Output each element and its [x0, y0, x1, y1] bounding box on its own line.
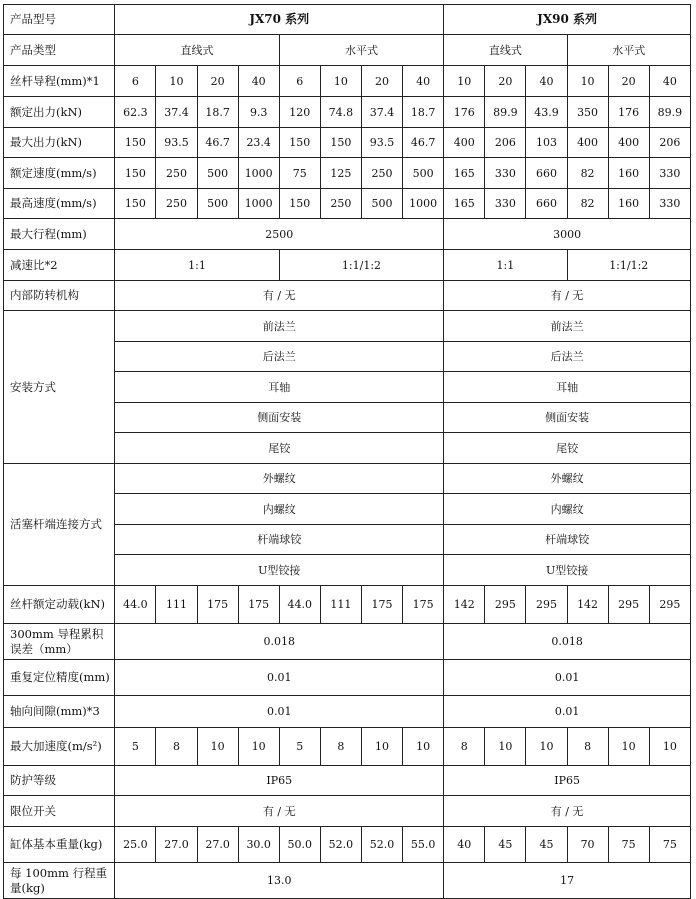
max-speed-cell: 150: [115, 189, 156, 219]
lead-cell: 20: [608, 66, 649, 97]
max-speed-cell: 250: [156, 189, 197, 219]
max-accel-cell: 10: [238, 728, 279, 766]
row-max-stroke: [4, 219, 691, 250]
max-speed-cell: 165: [444, 189, 485, 219]
row-dynamic-load: [4, 586, 691, 624]
label-repeatability: 重复定位精度(mm): [4, 660, 115, 696]
rated-force-cell: 9.3: [238, 97, 279, 128]
label-max-stroke: 最大行程(mm): [4, 219, 115, 250]
dynamic-load-cell: 111: [320, 586, 361, 624]
lead-error-jx70: 0.018: [115, 624, 444, 660]
base-weight-cell: 52.0: [361, 827, 402, 863]
rated-speed-cell: 660: [526, 158, 567, 189]
repeatability-jx90: 0.01: [444, 660, 691, 696]
weight-per-100-jx70: 13.0: [115, 863, 444, 899]
mounting-jx70: 尾铰: [115, 433, 444, 464]
max-speed-cell: 1000: [403, 189, 444, 219]
dynamic-load-cell: 142: [444, 586, 485, 624]
rated-force-cell: 18.7: [403, 97, 444, 128]
rated-force-cell: 89.9: [485, 97, 526, 128]
mounting-jx90: 耳轴: [444, 372, 691, 403]
mounting-jx70: 后法兰: [115, 342, 444, 372]
label-max-speed: 最高速度(mm/s): [4, 189, 115, 219]
series-jx90: JX90 系列: [444, 5, 691, 35]
label-rated-force: 额定出力(kN): [4, 97, 115, 128]
max-speed-cell: 660: [526, 189, 567, 219]
mounting-jx90: 后法兰: [444, 342, 691, 372]
rated-speed-cell: 250: [361, 158, 402, 189]
max-speed-cell: 160: [608, 189, 649, 219]
row-base-weight: [4, 827, 691, 863]
series-jx70: JX70 系列: [115, 5, 444, 35]
lead-cell: 10: [156, 66, 197, 97]
lead-cell: 20: [361, 66, 402, 97]
label-max-force: 最大出力(kN): [4, 128, 115, 158]
row-anti-rotation: [4, 281, 691, 311]
max-accel-cell: 5: [279, 728, 320, 766]
mounting-jx90: 尾铰: [444, 433, 691, 464]
max-accel-cell: 10: [649, 728, 690, 766]
mounting-jx70: 前法兰: [115, 311, 444, 342]
rated-speed-cell: 75: [279, 158, 320, 189]
max-accel-cell: 10: [608, 728, 649, 766]
rated-force-cell: 74.8: [320, 97, 361, 128]
rated-force-cell: 120: [279, 97, 320, 128]
max-speed-cell: 330: [485, 189, 526, 219]
limit-switch-jx70: 有 / 无: [115, 796, 444, 827]
row-mounting: [4, 311, 691, 342]
max-accel-cell: 5: [115, 728, 156, 766]
mounting-jx70: 侧面安装: [115, 403, 444, 433]
mounting-jx90: 侧面安装: [444, 403, 691, 433]
ratio-cell: 1:1: [444, 250, 567, 281]
mounting-jx90: 前法兰: [444, 311, 691, 342]
ratio-cell: 1:1/1:2: [567, 250, 690, 281]
lead-cell: 6: [115, 66, 156, 97]
row-limit-switch: [4, 796, 691, 827]
anti-rotation-jx70: 有 / 无: [115, 281, 444, 311]
row-lead-error: [4, 624, 691, 660]
lead-cell: 10: [444, 66, 485, 97]
protection-jx90: IP65: [444, 766, 691, 796]
max-accel-cell: 10: [485, 728, 526, 766]
rated-speed-cell: 165: [444, 158, 485, 189]
row-model: [4, 5, 691, 35]
base-weight-cell: 45: [526, 827, 567, 863]
type-cell: 直线式: [115, 35, 279, 66]
label-ratio: 减速比*2: [4, 250, 115, 281]
max-speed-cell: 250: [320, 189, 361, 219]
lead-error-jx90: 0.018: [444, 624, 691, 660]
rod-end-jx90: U型铰接: [444, 555, 691, 586]
dynamic-load-cell: 111: [156, 586, 197, 624]
base-weight-cell: 52.0: [320, 827, 361, 863]
label-protection: 防护等级: [4, 766, 115, 796]
base-weight-cell: 50.0: [279, 827, 320, 863]
rated-speed-cell: 160: [608, 158, 649, 189]
label-lead: 丝杆导程(mm)*1: [4, 66, 115, 97]
max-speed-cell: 500: [197, 189, 238, 219]
ratio-cell: 1:1/1:2: [279, 250, 443, 281]
row-protection: [4, 766, 691, 796]
max-force-cell: 150: [320, 128, 361, 158]
max-force-cell: 93.5: [361, 128, 402, 158]
row-max-speed: [4, 189, 691, 219]
row-type: [4, 35, 691, 66]
label-limit-switch: 限位开关: [4, 796, 115, 827]
max-force-cell: 400: [444, 128, 485, 158]
type-cell: 水平式: [567, 35, 690, 66]
dynamic-load-cell: 175: [403, 586, 444, 624]
row-max-accel: [4, 728, 691, 766]
base-weight-cell: 75: [649, 827, 690, 863]
rated-force-cell: 350: [567, 97, 608, 128]
base-weight-cell: 40: [444, 827, 485, 863]
dynamic-load-cell: 142: [567, 586, 608, 624]
row-backlash: [4, 696, 691, 728]
max-force-cell: 400: [567, 128, 608, 158]
base-weight-cell: 75: [608, 827, 649, 863]
lead-cell: 40: [649, 66, 690, 97]
lead-cell: 20: [485, 66, 526, 97]
max-speed-cell: 330: [649, 189, 690, 219]
row-rated-speed: [4, 158, 691, 189]
label-weight-per-100: 每 100mm 行程重量(kg): [4, 863, 115, 899]
rated-force-cell: 37.4: [361, 97, 402, 128]
row-rod-end: [4, 464, 691, 494]
rated-speed-cell: 250: [156, 158, 197, 189]
weight-per-100-jx90: 17: [444, 863, 691, 899]
max-accel-cell: 8: [444, 728, 485, 766]
rated-speed-cell: 150: [115, 158, 156, 189]
max-force-cell: 103: [526, 128, 567, 158]
lead-cell: 6: [279, 66, 320, 97]
max-force-cell: 46.7: [403, 128, 444, 158]
max-force-cell: 206: [649, 128, 690, 158]
base-weight-cell: 55.0: [403, 827, 444, 863]
rated-force-cell: 18.7: [197, 97, 238, 128]
max-accel-cell: 8: [320, 728, 361, 766]
rod-end-jx90: 内螺纹: [444, 494, 691, 525]
rated-speed-cell: 82: [567, 158, 608, 189]
lead-cell: 40: [403, 66, 444, 97]
label-model: 产品型号: [4, 5, 115, 35]
max-accel-cell: 10: [197, 728, 238, 766]
max-stroke-jx90: 3000: [444, 219, 691, 250]
label-lead-error: 300mm 导程累积误差（mm）: [4, 624, 115, 660]
rated-speed-cell: 500: [403, 158, 444, 189]
max-force-cell: 93.5: [156, 128, 197, 158]
rated-force-cell: 89.9: [649, 97, 690, 128]
rod-end-jx70: 外螺纹: [115, 464, 444, 494]
lead-cell: 10: [567, 66, 608, 97]
max-accel-cell: 10: [361, 728, 402, 766]
dynamic-load-cell: 175: [197, 586, 238, 624]
label-anti-rotation: 内部防转机构: [4, 281, 115, 311]
max-accel-cell: 8: [156, 728, 197, 766]
row-lead: [4, 66, 691, 97]
max-stroke-jx70: 2500: [115, 219, 444, 250]
max-accel-cell: 10: [403, 728, 444, 766]
max-accel-cell: 10: [526, 728, 567, 766]
dynamic-load-cell: 175: [238, 586, 279, 624]
dynamic-load-cell: 295: [649, 586, 690, 624]
rated-force-cell: 176: [608, 97, 649, 128]
label-mounting: 安装方式: [4, 311, 115, 464]
dynamic-load-cell: 175: [361, 586, 402, 624]
dynamic-load-cell: 295: [608, 586, 649, 624]
repeatability-jx70: 0.01: [115, 660, 444, 696]
row-ratio: [4, 250, 691, 281]
max-speed-cell: 150: [279, 189, 320, 219]
max-speed-cell: 82: [567, 189, 608, 219]
limit-switch-jx90: 有 / 无: [444, 796, 691, 827]
row-rated-force: [4, 97, 691, 128]
max-force-cell: 150: [115, 128, 156, 158]
label-backlash: 轴向间隙(mm)*3: [4, 696, 115, 728]
rod-end-jx70: 杆端球铰: [115, 525, 444, 555]
label-base-weight: 缸体基本重量(kg): [4, 827, 115, 863]
backlash-jx70: 0.01: [115, 696, 444, 728]
row-weight-per-100: [4, 863, 691, 899]
type-cell: 直线式: [444, 35, 567, 66]
dynamic-load-cell: 295: [526, 586, 567, 624]
row-max-force: [4, 128, 691, 158]
max-speed-cell: 1000: [238, 189, 279, 219]
base-weight-cell: 45: [485, 827, 526, 863]
lead-cell: 20: [197, 66, 238, 97]
protection-jx70: IP65: [115, 766, 444, 796]
label-max-accel: 最大加速度(m/s²): [4, 728, 115, 766]
lead-cell: 40: [238, 66, 279, 97]
row-repeatability: [4, 660, 691, 696]
label-type: 产品类型: [4, 35, 115, 66]
backlash-jx90: 0.01: [444, 696, 691, 728]
max-accel-cell: 8: [567, 728, 608, 766]
max-force-cell: 400: [608, 128, 649, 158]
max-force-cell: 46.7: [197, 128, 238, 158]
max-force-cell: 23.4: [238, 128, 279, 158]
dynamic-load-cell: 44.0: [279, 586, 320, 624]
max-speed-cell: 500: [361, 189, 402, 219]
rod-end-jx70: U型铰接: [115, 555, 444, 586]
dynamic-load-cell: 44.0: [115, 586, 156, 624]
rated-speed-cell: 125: [320, 158, 361, 189]
base-weight-cell: 27.0: [197, 827, 238, 863]
max-force-cell: 206: [485, 128, 526, 158]
rated-force-cell: 62.3: [115, 97, 156, 128]
anti-rotation-jx90: 有 / 无: [444, 281, 691, 311]
rated-force-cell: 37.4: [156, 97, 197, 128]
base-weight-cell: 25.0: [115, 827, 156, 863]
lead-cell: 10: [320, 66, 361, 97]
rated-speed-cell: 1000: [238, 158, 279, 189]
rod-end-jx70: 内螺纹: [115, 494, 444, 525]
rated-speed-cell: 330: [485, 158, 526, 189]
rated-speed-cell: 330: [649, 158, 690, 189]
type-cell: 水平式: [279, 35, 443, 66]
rod-end-jx90: 杆端球铰: [444, 525, 691, 555]
mounting-jx70: 耳轴: [115, 372, 444, 403]
rod-end-jx90: 外螺纹: [444, 464, 691, 494]
spec-table: [3, 4, 691, 899]
base-weight-cell: 70: [567, 827, 608, 863]
label-rated-speed: 额定速度(mm/s): [4, 158, 115, 189]
label-rod-end: 活塞杆端连接方式: [4, 464, 115, 586]
base-weight-cell: 30.0: [238, 827, 279, 863]
rated-force-cell: 176: [444, 97, 485, 128]
ratio-cell: 1:1: [115, 250, 279, 281]
dynamic-load-cell: 295: [485, 586, 526, 624]
max-force-cell: 150: [279, 128, 320, 158]
rated-speed-cell: 500: [197, 158, 238, 189]
rated-force-cell: 43.9: [526, 97, 567, 128]
lead-cell: 40: [526, 66, 567, 97]
base-weight-cell: 27.0: [156, 827, 197, 863]
label-dynamic-load: 丝杆额定动载(kN): [4, 586, 115, 624]
